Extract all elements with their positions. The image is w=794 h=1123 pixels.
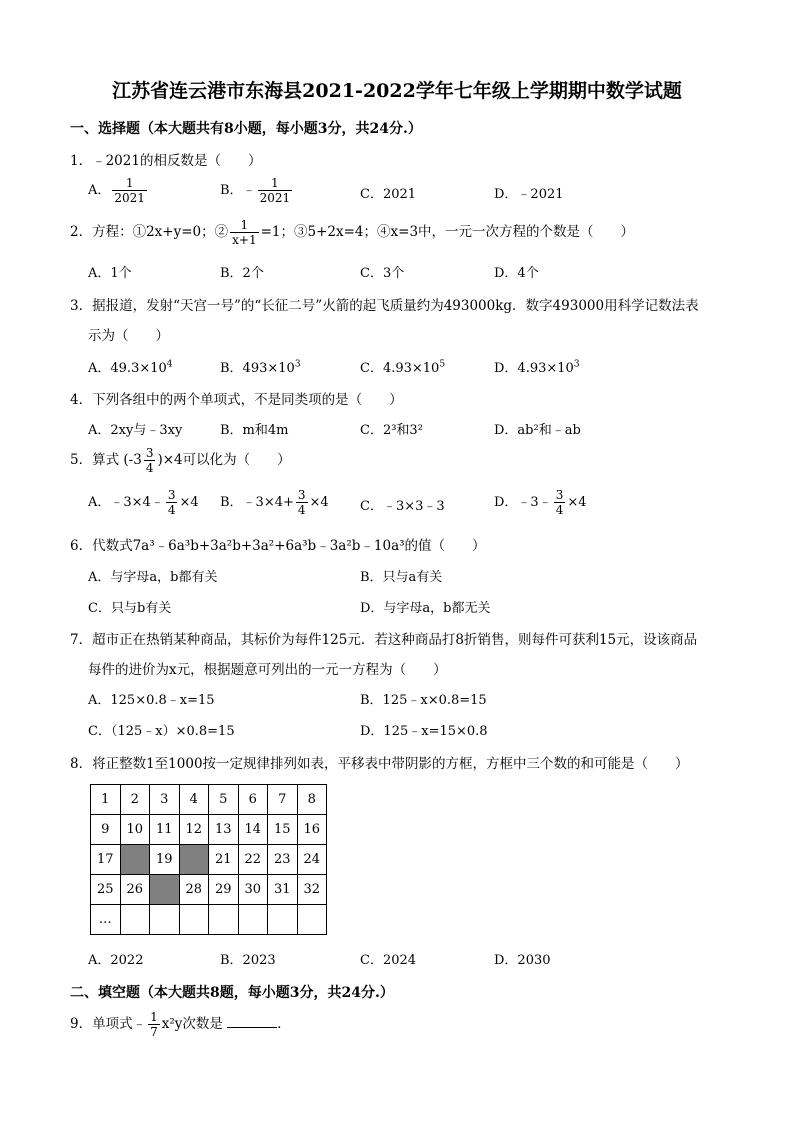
- number-grid-table: [90, 784, 327, 935]
- table-cell: 11: [150, 815, 180, 845]
- question-6-option-b: B．只与a有关: [360, 570, 443, 585]
- question-2-option-c: C．3个: [360, 266, 405, 281]
- shaded-cell: [179, 845, 209, 875]
- question-2-option-b: B．2个: [220, 266, 264, 281]
- question-4-option-d: D．ab²和﹣ab: [494, 423, 581, 438]
- table-cell: 1: [91, 785, 121, 815]
- table-cell: 19: [150, 845, 180, 875]
- table-cell: [179, 905, 209, 935]
- page-title: 江苏省连云港市东海县2021-2022学年七年级上学期期中数学试题: [112, 80, 682, 102]
- section-heading-fill-in: 二、填空题（本大题共8题，每小题3分，共24分.）: [70, 985, 394, 1001]
- question-7-stem-line-2: 每件的进价为x元，根据题意可列出的一元一方程为（ ）: [88, 662, 447, 678]
- question-4-option-a: A．2xy与﹣3xy: [88, 423, 183, 438]
- table-cell: 3: [150, 785, 180, 815]
- table-cell: 12: [179, 815, 209, 845]
- table-cell: 21: [209, 845, 239, 875]
- question-8-option-a: A．2022: [88, 953, 144, 968]
- question-7-option-b: B．125﹣x×0.8=15: [360, 693, 487, 708]
- question-3-stem-line-2: 示为（ ）: [88, 328, 169, 344]
- question-8-stem: 8．将正整数1至1000按一定规律排列如表，平移表中带阴影的方框，方框中三个数的和可能是（ ）: [70, 756, 689, 772]
- question-7-option-a: A．125×0.8﹣x=15: [88, 693, 215, 708]
- shaded-cell: [120, 845, 150, 875]
- table-cell: 4: [179, 785, 209, 815]
- question-2-option-a: A．1个: [88, 266, 132, 281]
- question-6-option-a: A．与字母a，b都有关: [88, 570, 218, 585]
- question-6-option-d: D．与字母a，b都无关: [360, 601, 491, 616]
- question-8-option-b: B．2023: [220, 953, 276, 968]
- question-1-option-b: B．﹣ $\frac{1}{2021}$: [220, 176, 291, 205]
- table-row: [91, 785, 327, 815]
- table-cell: 24: [297, 845, 327, 875]
- question-1-option-c: C．2021: [360, 187, 417, 202]
- table-cell: [238, 905, 268, 935]
- table-cell: [297, 905, 327, 935]
- table-cell: 13: [209, 815, 239, 845]
- table-cell: [120, 905, 150, 935]
- table-cell: 10: [120, 815, 150, 845]
- table-cell: 25: [91, 875, 121, 905]
- question-3-option-c: C．$4.93\times 10^5$: [360, 359, 446, 376]
- question-5-stem: 5．算式 (-3 $\frac{3}{4}$ )×4可以化为（ ）: [70, 446, 291, 475]
- question-5-option-b: B．﹣3×4+ $\frac{3}{4}$ ×4: [220, 488, 329, 517]
- table-cell: 7: [268, 785, 298, 815]
- question-3-stem-line-1: 3．据报道，发射“天宫一号”的“长征二号”火箭的起飞质量约为493000kg．数字493000用科学记数法表: [70, 298, 699, 314]
- table-cell: 29: [209, 875, 239, 905]
- table-cell: 16: [297, 815, 327, 845]
- question-8-option-c: C．2024: [360, 953, 417, 968]
- table-row: [91, 875, 327, 905]
- question-5-option-d: D．﹣3﹣ $\frac{3}{4}$ ×4: [494, 488, 587, 517]
- question-1-stem: 1．﹣2021的相反数是（ ）: [70, 153, 262, 169]
- table-cell: [268, 905, 298, 935]
- question-7-stem-line-1: 7．超市正在热销某种商品，其标价为每件125元．若这种商品打8折销售，则每件可获利15元，设该商品: [70, 632, 698, 648]
- question-6-stem: 6．代数式7a³﹣6a³b+3a²b+3a²+6a³b﹣3a²b﹣10a³的值（ ）: [70, 538, 486, 554]
- table-cell: [150, 905, 180, 935]
- table-cell: 5: [209, 785, 239, 815]
- question-6-option-c: C．只与b有关: [88, 601, 172, 616]
- table-cell: 32: [297, 875, 327, 905]
- question-2-option-d: D．4个: [494, 266, 539, 281]
- question-2-stem: 2．方程：①2x+y=0；② $\frac{1}{x+1}$ =1；③5+2x=4；④x=3中，一元一次方程的个数是（ ）: [70, 218, 635, 247]
- question-1-option-d: D．﹣2021: [494, 187, 564, 202]
- shaded-cell: [150, 875, 180, 905]
- question-4-option-b: B．m和4m: [220, 423, 289, 438]
- question-8-option-d: D．2030: [494, 953, 551, 968]
- question-7-option-c: C．（125﹣x）×0.8=15: [88, 724, 235, 739]
- table-cell: [209, 905, 239, 935]
- table-cell: 26: [120, 875, 150, 905]
- table-row: [91, 905, 327, 935]
- table-row: [91, 845, 327, 875]
- table-cell: 23: [268, 845, 298, 875]
- table-cell: 31: [268, 875, 298, 905]
- question-3-option-d: D．$4.93\times 10^3$: [494, 359, 580, 376]
- table-cell: 14: [238, 815, 268, 845]
- table-cell: 28: [179, 875, 209, 905]
- question-7-option-d: D．125﹣x=15×0.8: [360, 724, 488, 739]
- question-9-stem: 9．单项式﹣ $\frac{1}{7}$ x²y次数是 ．: [70, 1010, 291, 1039]
- table-cell: 17: [91, 845, 121, 875]
- table-cell: …: [91, 905, 121, 935]
- table-row: [91, 815, 327, 845]
- question-5-option-a: A．﹣3×4﹣ $\frac{3}{4}$ ×4: [88, 488, 199, 517]
- question-4-stem: 4．下列各组中的两个单项式，不是同类项的是（ ）: [70, 392, 403, 408]
- section-heading-choice: 一、选择题（本大题共有8小题，每小题3分，共24分.）: [70, 121, 422, 137]
- question-3-option-a: A．$49.3\times 10^4$: [88, 359, 173, 376]
- table-cell: 15: [268, 815, 298, 845]
- question-4-option-c: C．2³和3²: [360, 423, 423, 438]
- table-cell: 8: [297, 785, 327, 815]
- table-cell: 6: [238, 785, 268, 815]
- table-cell: 2: [120, 785, 150, 815]
- question-3-option-b: B．$493\times 10^3$: [220, 359, 301, 376]
- question-1-option-a: A． $\frac{1}{2021}$: [88, 176, 145, 205]
- table-cell: 9: [91, 815, 121, 845]
- answer-blank[interactable]: [227, 1015, 277, 1028]
- table-cell: 30: [238, 875, 268, 905]
- question-5-option-c: C．﹣3×3﹣3: [360, 499, 445, 514]
- table-cell: 22: [238, 845, 268, 875]
